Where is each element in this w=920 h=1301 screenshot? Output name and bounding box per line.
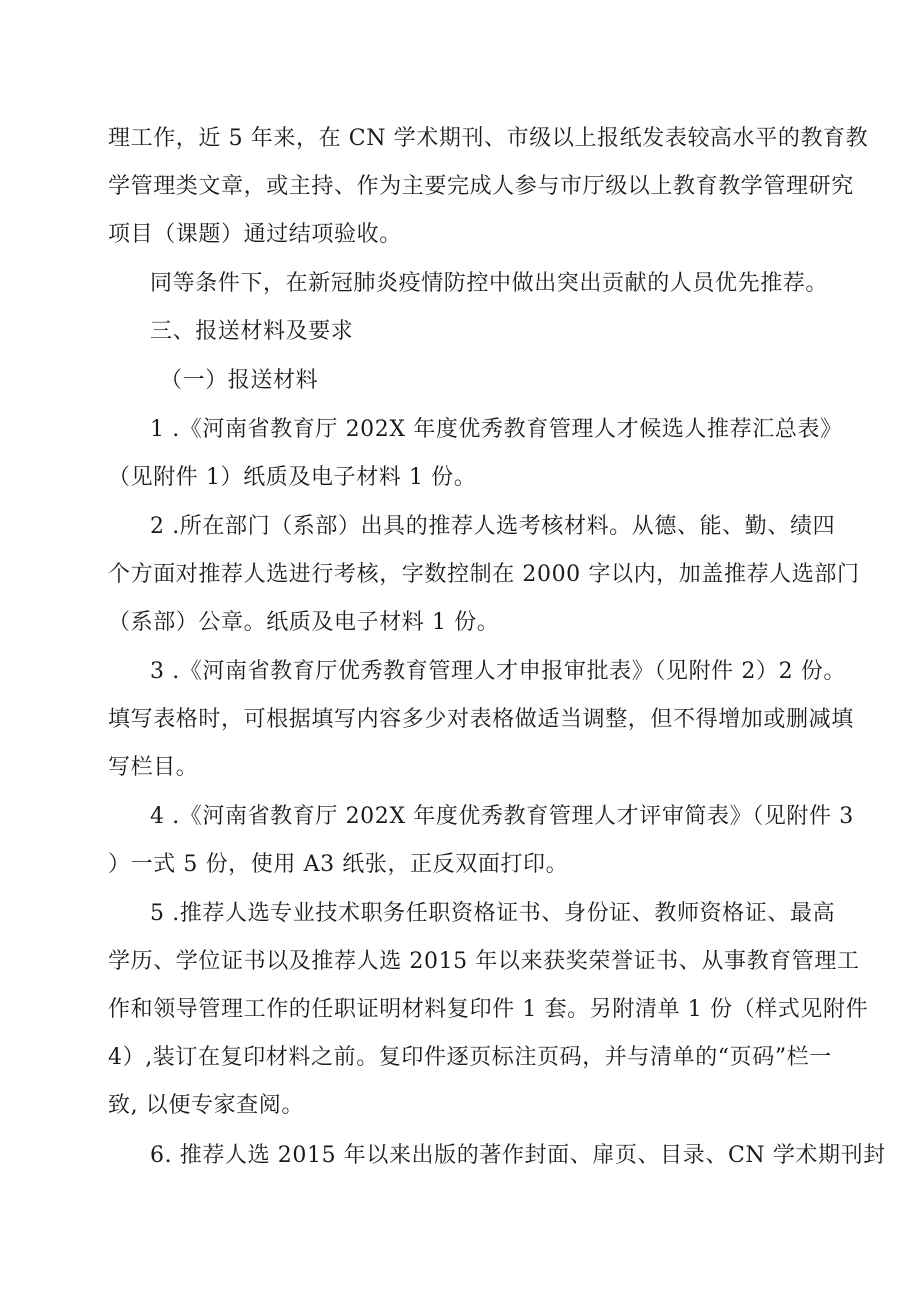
list-item-line: 个方面对推荐人选进行考核，字数控制在 2000 字以内，加盖推荐人选部门 bbox=[108, 562, 860, 587]
list-item-line: 致, 以便专家查阅。 bbox=[108, 1093, 304, 1118]
paragraph-line: 理工作，近 5 年来，在 CN 学术期刊、市级以上报纸发表较高水平的教育教 bbox=[108, 126, 869, 151]
paragraph-line: 项目（课题）通过结项验收。 bbox=[108, 222, 402, 247]
list-item-line: （见附件 1）纸质及电子材料 1 份。 bbox=[108, 465, 477, 490]
subsection-heading: （一）报送材料 bbox=[160, 368, 319, 393]
paragraph-line: 学管理类文章，或主持、作为主要完成人参与市厅级以上教育教学管理研究 bbox=[108, 174, 854, 199]
list-item-line: 2 .所在部门（系部）出具的推荐人选考核材料。从德、能、勤、绩四 bbox=[150, 514, 836, 539]
list-item-line: 3 .《河南省教育厅优秀教育管理人才申报审批表》（见附件 2）2 份。 bbox=[150, 659, 846, 684]
list-item-line: 写栏目。 bbox=[108, 755, 199, 780]
list-item-line: 填写表格时，可根据填写内容多少对表格做适当调整，但不得增加或删减填 bbox=[108, 707, 854, 732]
section-heading: 三、报送材料及要求 bbox=[150, 319, 354, 344]
list-item-line: ）一式 5 份，使用 A3 纸张，正反双面打印。 bbox=[108, 852, 569, 877]
list-item-line: 作和领导管理工作的任职证明材料复印件 1 套。另附清单 1 份（样式见附件 bbox=[108, 997, 869, 1022]
list-item-line: 5 .推荐人选专业技术职务任职资格证书、身份证、教师资格证、最高 bbox=[150, 901, 836, 926]
paragraph-line: 同等条件下，在新冠肺炎疫情防控中做出突出贡献的人员优先推荐。 bbox=[150, 271, 829, 296]
list-item-line: 6. 推荐人选 2015 年以来出版的著作封面、扉页、目录、CN 学术期刊封 bbox=[150, 1143, 886, 1168]
list-item-line: 4）,装订在复印材料之前。复印件逐页标注页码，并与清单的“页码”栏一 bbox=[108, 1045, 832, 1070]
list-item-line: 学历、学位证书以及推荐人选 2015 年以来获奖荣誉证书、从事教育管理工 bbox=[108, 949, 860, 974]
list-item-line: 4 .《河南省教育厅 202X 年度优秀教育管理人才评审简表》（见附件 3 bbox=[150, 804, 854, 829]
list-item-line: （系部）公章。纸质及电子材料 1 份。 bbox=[108, 610, 500, 635]
list-item-line: 1 .《河南省教育厅 202X 年度优秀教育管理人才候选人推荐汇总表》 bbox=[150, 417, 843, 442]
